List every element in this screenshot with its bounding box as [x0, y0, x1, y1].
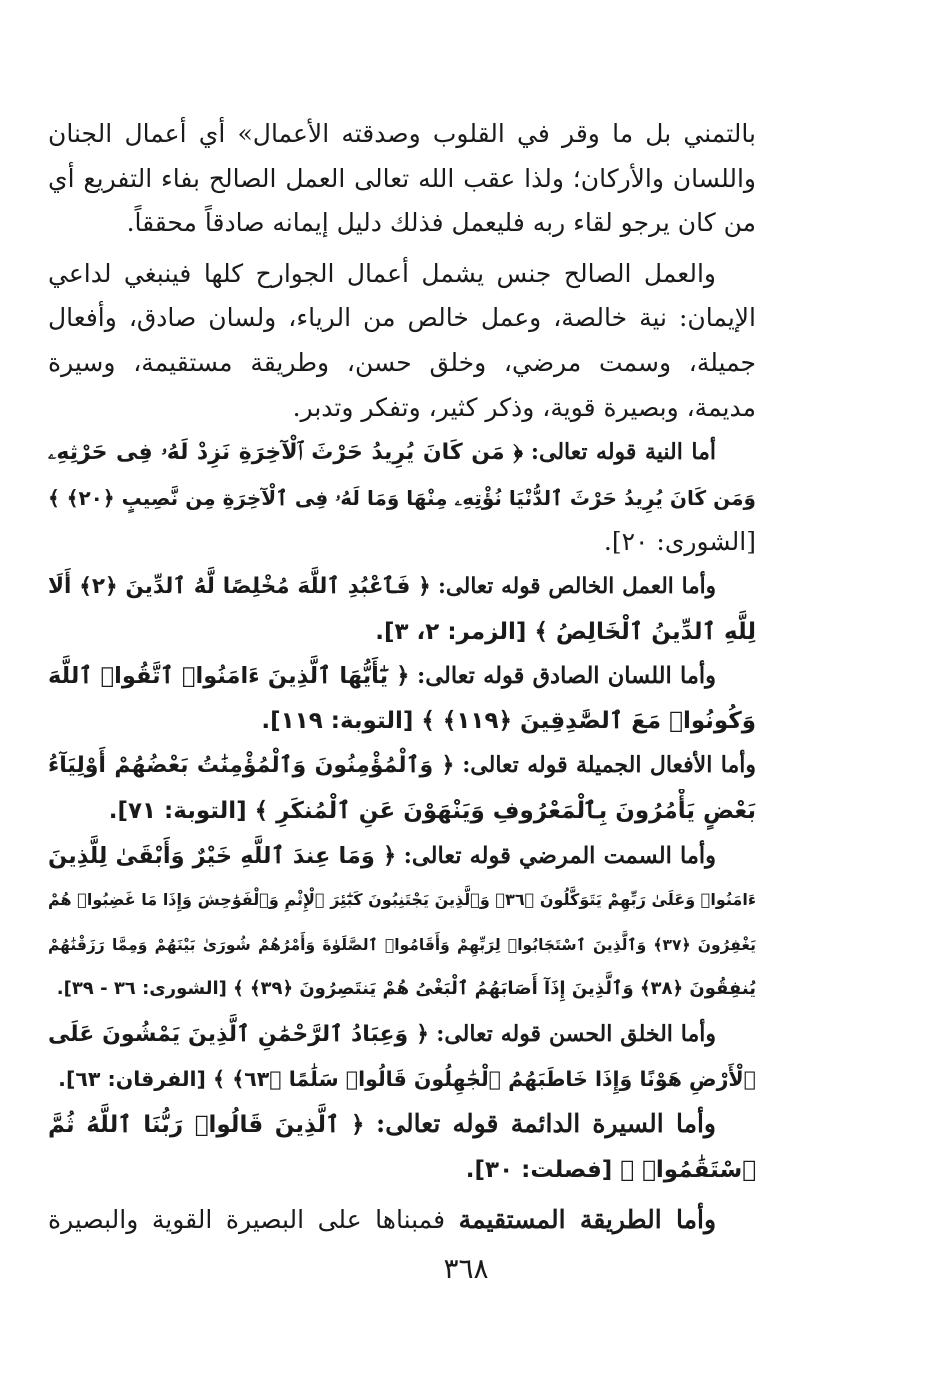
text-line: من كان يرجو لقاء ربه فليعمل فذلك دليل إيمانه صادقاً محققاً.	[126, 208, 756, 238]
section-heading: أما النية قوله تعالى:	[530, 439, 716, 466]
quran-verse: ﴿ وَعِبَادُ ٱلرَّحْمَٰنِ ٱلَّذِينَ يَمْشُونَ عَلَى	[48, 1021, 429, 1047]
section-first-line	[48, 565, 756, 610]
text-line: مديمة، وبصيرة قوية، وذكر كثير، وتفكر وتدبر.	[292, 392, 756, 422]
section-intention	[48, 430, 756, 565]
section-truthful-tongue	[48, 654, 756, 743]
text-line	[48, 1198, 756, 1243]
quran-verse: ﴿ وَٱلْمُؤْمِنُونَ وَٱلْمُؤْمِنَٰتُ بَعْضُهُمْ أَوْلِيَآءُ	[48, 753, 455, 779]
quran-verse: يَغْفِرُونَ ﴿٣٧﴾ وَٱلَّذِينَ ٱسْتَجَابُوا۟ لِرَبِّهِمْ وَأَقَامُوا۟ ٱلصَّلَوٰةَ وَأَمْرُهُمْ شُورَىٰ بَيْنَهُمْ وَمِمَّا رَزَقْنَٰهُمْ	[48, 935, 756, 954]
quran-verse: ءَامَنُوا۟ وَعَلَىٰ رَبِّهِمْ يَتَوَكَّلُونَ ﴿٣٦﴾ وَٱلَّذِينَ يَجْتَنِبُونَ كَبَٰٓئِرَ ٱلْإِثْمِ وَٱلْفَوَٰحِشَ وَإِذَا مَا غَضِبُوا۟ هُمْ	[48, 890, 756, 910]
text-line: جميلة، وسمت مرضي، وخلق حسن، وطريقة مستقيمة، وسيرة	[48, 347, 756, 377]
quran-verse: بَعْضٍ يَأْمُرُونَ بِٱلْمَعْرُوفِ وَيَنْهَوْنَ عَنِ ٱلْمُنكَرِ ﴾ [التوبة: ٧١].	[108, 797, 756, 824]
page-number: ٣٦٨	[443, 1252, 489, 1285]
section-heading: وأما العمل الخالص قوله تعالى:	[437, 573, 716, 599]
section-first-line	[48, 654, 756, 699]
quran-verse: يُنفِقُونَ ﴿٣٨﴾ وَٱلَّذِينَ إِذَآ أَصَابَهُمُ ٱلْبَغْىُ هُمْ يَنتَصِرُونَ ﴿٣٩﴾ ﴾ [الشورى: ٣٦ - ٣٩].	[56, 978, 756, 1000]
section-good-deeds	[48, 743, 756, 833]
text-line: الإيمان: نية خالصة، وعمل خالص من الرياء، ولسان صادق، وأفعال	[48, 303, 756, 333]
section-first-line	[48, 834, 756, 879]
section-heading: وأما السمت المرضي قوله تعالى:	[403, 842, 716, 869]
closing-text: فمبناها على البصيرة القوية والبصيرة	[48, 1205, 446, 1235]
quran-verse: ٱلْأَرْضِ هَوْنًا وَإِذَا خَاطَبَهُمُ ٱلْجَٰهِلُونَ قَالُوا۟ سَلَٰمًا ﴿٦٣﴾ ﴾ [الفرقان: ٦٣].	[58, 1067, 756, 1092]
quran-verse: ﴿ مَن كَانَ يُرِيدُ حَرْثَ ٱلْآخِرَةِ نَزِدْ لَهُۥ فِى حَرْثِهِۦ	[48, 440, 523, 466]
section-heading: وأما السيرة الدائمة قوله تعالى:	[375, 1109, 716, 1139]
section-first-line	[48, 743, 756, 789]
section-heading: وأما الخلق الحسن قوله تعالى:	[436, 1020, 716, 1047]
section-good-character	[48, 1012, 756, 1102]
text-line: بالتمني بل ما وقر في القلوب وصدقته الأعمال» أي أعمال الجنان	[48, 119, 756, 148]
closing-paragraph	[48, 1198, 756, 1243]
text-line: والعمل الصالح جنس يشمل أعمال الجوارح كلها فينبغي لداعي	[48, 258, 716, 288]
section-good-conduct	[48, 834, 756, 1012]
section-heading: وأما اللسان الصادق قوله تعالى:	[417, 663, 716, 690]
quran-verse: ﴿ يَٰٓأَيُّهَا ٱلَّذِينَ ءَامَنُوا۟ ٱتَّقُوا۟ ٱللَّهَ	[48, 663, 410, 690]
section-heading: وأما الأفعال الجميلة قوله تعالى:	[462, 752, 756, 779]
page-body	[48, 112, 756, 1243]
section-first-line	[48, 430, 756, 476]
quran-verse: ﴿ ٱلَّذِينَ قَالُوا۟ رَبُّنَا ٱللَّهُ ثُمَّ	[48, 1112, 365, 1139]
paragraph-1	[48, 112, 756, 246]
section-first-line	[48, 1102, 756, 1148]
section-sincere-deed	[48, 565, 756, 654]
quran-verse: وَكُونُوا۟ مَعَ ٱلصَّٰدِقِينَ ﴿١١٩﴾ ﴾ [التوبة: ١١٩].	[261, 707, 756, 734]
quran-verse: وَمَن كَانَ يُرِيدُ حَرْثَ ٱلدُّنْيَا نُؤْتِهِۦ مِنْهَا وَمَا لَهُۥ فِى ٱلْآخِرَةِ مِن نَّصِيبٍ ﴿٢٠﴾ ﴾	[48, 485, 756, 510]
text-line: واللسان والأركان؛ ولذا عقب الله تعالى العمل الصالح بفاء التفريع أي	[48, 163, 756, 193]
section-steadfast-path	[48, 1102, 756, 1192]
paragraph-2	[48, 252, 756, 430]
quran-verse: ٱسْتَقَٰمُوا۟ ﴾ [فصلت: ٣٠].	[465, 1156, 756, 1183]
quran-verse: ﴿ وَمَا عِندَ ٱللَّهِ خَيْرٌ وَأَبْقَىٰ لِلَّذِينَ	[48, 842, 397, 869]
citation: [الشورى: ٢٠].	[603, 527, 756, 557]
quran-verse: لِلَّهِ ٱلدِّينُ ٱلْخَالِصُ ﴾ [الزمر: ٢، ٣].	[375, 618, 756, 645]
section-first-line	[48, 1012, 756, 1058]
section-heading: وأما الطريقة المستقيمة	[458, 1205, 717, 1235]
quran-verse: ﴿ فَٱعْبُدِ ٱللَّهَ مُخْلِصًا لَّهُ ٱلدِّينَ ﴿٢﴾ أَلَا	[48, 573, 431, 599]
